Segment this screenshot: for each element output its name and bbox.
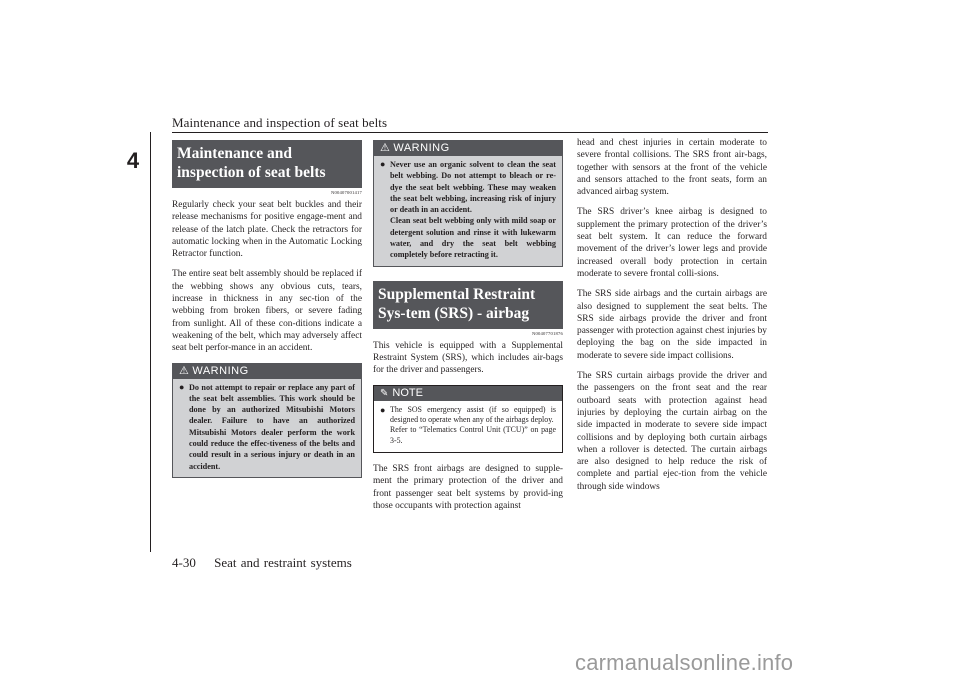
page-header-title: Maintenance and inspection of seat belts [172,115,388,130]
paragraph: This vehicle is equipped with a Supplemental Restraint System (SRS), which includes air-bags for the driver and passengers. [373,340,563,376]
bullet-diamond-icon: ● [380,404,386,415]
note-item [380,405,556,447]
warning-box [373,140,563,267]
section-heading-maintenance: Maintenance and inspection of seat belts [172,140,362,188]
warning-header [374,141,562,156]
warning-item [179,382,355,472]
note-text-continued: Refer to “Telematics Control Unit (TCU)” on page 3-5. [390,425,556,445]
note-label: NOTE [392,386,423,399]
warning-body [374,156,562,266]
paragraph: Regularly check your seat belt buckles and their release mechanisms for positive engage-ment and release of the latch plate. Check the retractors for automatic locking when in the Automatic Locking Retractor function. [172,200,362,260]
warning-text: Do not attempt to repair or replace any part of the seat belt assemblies. This work should be done by an authorized Mitsubishi Motors dealer. Failure to have an authorized Mitsubishi Motors dealer perform the work could reduce the effec-tiveness of the belts and could result in a serious injury or death in an accident. [189,382,355,471]
footer-section: Seat and restraint systems [214,555,352,570]
warning-text-continued: Clean seat belt webbing only with mild soap or detergent solution and rinse it with lukewarm water, and dry the seat belt webbing completely before retracting it. [390,216,556,260]
paragraph: The SRS curtain airbags provide the driver and the passengers on the front seat and the rear outboard seats with protection against head injuries by deploying the curtain airbag on the side impacted in moderate to severe side impact collisions and by deploying both curtain airbags when a rollover is detected. The curtain airbags are also designed to help reduce the risk of complete and partial ejec-tion from the vehicle through side windows [577,371,767,492]
column-2 [373,140,563,520]
note-box [373,385,563,454]
column-1 [172,140,362,478]
paragraph: The SRS driver’s knee airbag is designed to supplement the primary protection of the driver’s seat belt system. It can reduce the forward movement of the driver’s lower legs and provide increased overall body protection in certain moderate to severe frontal colli-sions. [577,207,767,279]
header-rule [172,132,768,133]
bullet-diamond-icon: ● [380,159,386,169]
side-rule [150,132,151,552]
warning-triangle-icon: ⚠ [380,142,391,154]
warning-box [172,363,362,478]
note-pencil-icon: ✎ [380,387,389,399]
paragraph: head and chest injuries in certain moderate to severe frontal collisions. The SRS front air-bags, together with sensors at the front of the vehicle and sensors attached to the front seats, form an advanced airbag system. [577,138,767,198]
warning-label: WARNING [393,142,450,154]
page-number: 4-30 [172,555,196,570]
paragraph: The entire seat belt assembly should be replaced if the webbing shows any obvious cuts, tears, increase in thickness in any sec-tion of the webbing from broken fibers, or severe fading from sunlight. All of these con-ditions indicate a weakening of the belt, which may adversely affect seat belt perfor-mance in an accident. [172,269,362,354]
warning-header [173,364,361,379]
note-text: The SOS emergency assist (if so equipped) is designed to operate when any of the airbags deploy. [390,404,556,424]
reference-code: N00407701876 [532,330,563,336]
warning-label: WARNING [192,364,249,377]
warning-triangle-icon: ⚠ [179,364,190,377]
column-3 [577,137,767,501]
note-body [374,401,562,453]
watermark: carmanualsonline.info [575,650,794,675]
page-footer [172,555,352,571]
reference-code: N00407001417 [331,190,362,195]
bullet-diamond-icon: ● [179,381,185,392]
warning-text: Never use an organic solvent to clean the seat belt webbing. Do not attempt to bleach or re-dye the seat belt webbing. These may weaken the seat belt webbing, increasing risk of injury or death in an accident. [390,160,556,215]
warning-item [380,159,556,261]
note-header [374,386,562,401]
warning-body [173,379,361,477]
paragraph: The SRS front airbags are designed to supple-ment the primary protection of the driver and front passenger seat belt systems by provid-ing those occupants with protection against [373,464,563,512]
chapter-tab: 4 [120,141,146,181]
section-heading-srs: Supplemental Restraint Sys-tem (SRS) - airbag [373,281,563,329]
paragraph: The SRS side airbags and the curtain airbags are also designed to supplement the seat belts. The SRS side airbags provide the driver and front passenger with protection against chest injuries by deploying the bag on the side impacted in moderate to severe side impact collisions. [577,289,767,361]
